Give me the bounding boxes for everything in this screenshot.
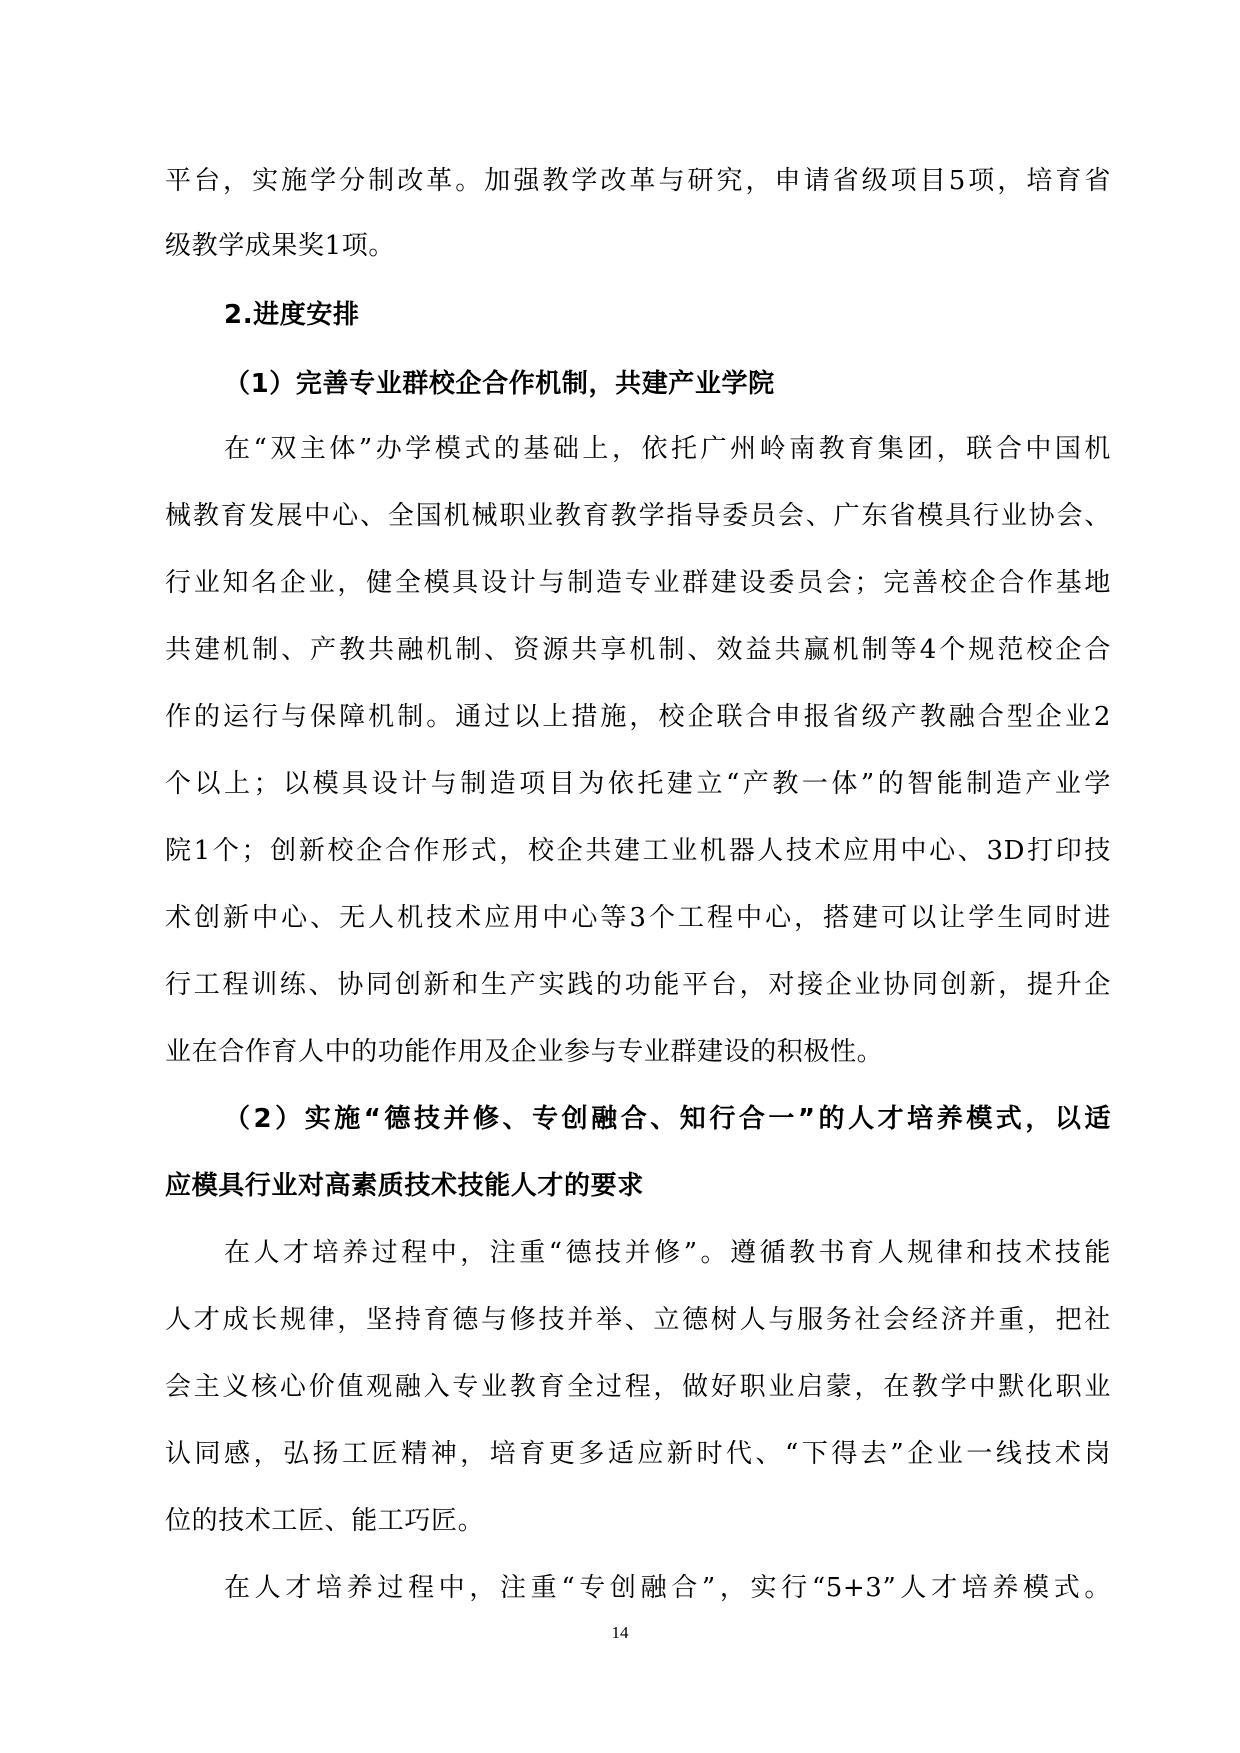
body-text-line: 行业知名企业，健全模具设计与制造专业群建设委员会；完善校企合作基地 bbox=[165, 568, 1111, 598]
body-text-line: 械教育发展中心、全国机械职业教育教学指导委员会、广东省模具行业协会、 bbox=[165, 501, 1111, 531]
body-text-line: 位的技术工匠、能工巧匠。 bbox=[165, 1506, 485, 1536]
body-text-line: 个以上；以模具设计与制造项目为依托建立“产教一体”的智能制造产业学 bbox=[165, 769, 1111, 799]
body-text-line: 共建机制、产教共融机制、资源共享机制、效益共赢机制等4个规范校企合 bbox=[165, 635, 1111, 665]
body-text-line: 人才成长规律，坚持育德与修技并举、立德树人与服务社会经济并重，把社 bbox=[165, 1305, 1111, 1335]
body-text-line: 平台，实施学分制改革。加强教学改革与研究，申请省级项目5项，培育省 bbox=[165, 166, 1111, 196]
page-number: 14 bbox=[611, 1623, 629, 1642]
body-text-line: 行工程训练、协同创新和生产实践的功能平台，对接企业协同创新，提升企 bbox=[165, 970, 1111, 1000]
body-text-line: 在“双主体”办学模式的基础上，依托广州岭南教育集团，联合中国机 bbox=[224, 434, 1111, 464]
body-text-line: 级教学成果奖1项。 bbox=[165, 231, 395, 261]
body-text-line: 认同感，弘扬工匠精神，培育更多适应新时代、“下得去”企业一线技术岗 bbox=[165, 1439, 1111, 1469]
body-text-line: 会主义核心价值观融入专业教育全过程，做好职业启蒙，在教学中默化职业 bbox=[165, 1372, 1111, 1402]
body-text-line: 术创新中心、无人机技术应用中心等3个工程中心，搭建可以让学生同时进 bbox=[165, 903, 1111, 933]
body-text-line: 在人才培养过程中，注重“专创融合”，实行“5+3”人才培养模式。 bbox=[224, 1573, 1111, 1603]
subsection-heading-continued: 应模具行业对高素质技术技能人才的要求 bbox=[165, 1171, 644, 1201]
body-text-line: 作的运行与保障机制。通过以上措施，校企联合申报省级产教融合型企业2 bbox=[165, 702, 1111, 732]
body-text-line: 业在合作育人中的功能作用及企业参与专业群建设的积极性。 bbox=[165, 1037, 884, 1067]
body-text-line: 院1个；创新校企合作形式，校企共建工业机器人技术应用中心、3D打印技 bbox=[165, 836, 1111, 866]
body-text-line: 在人才培养过程中，注重“德技并修”。遵循教书育人规律和技术技能 bbox=[224, 1238, 1111, 1268]
subsection-heading: （2）实施“德技并修、专创融合、知行合一”的人才培养模式，以适 bbox=[224, 1104, 1111, 1134]
section-heading: 2.进度安排 bbox=[224, 300, 360, 330]
subsection-heading: （1）完善专业群校企合作机制，共建产业学院 bbox=[224, 369, 775, 399]
